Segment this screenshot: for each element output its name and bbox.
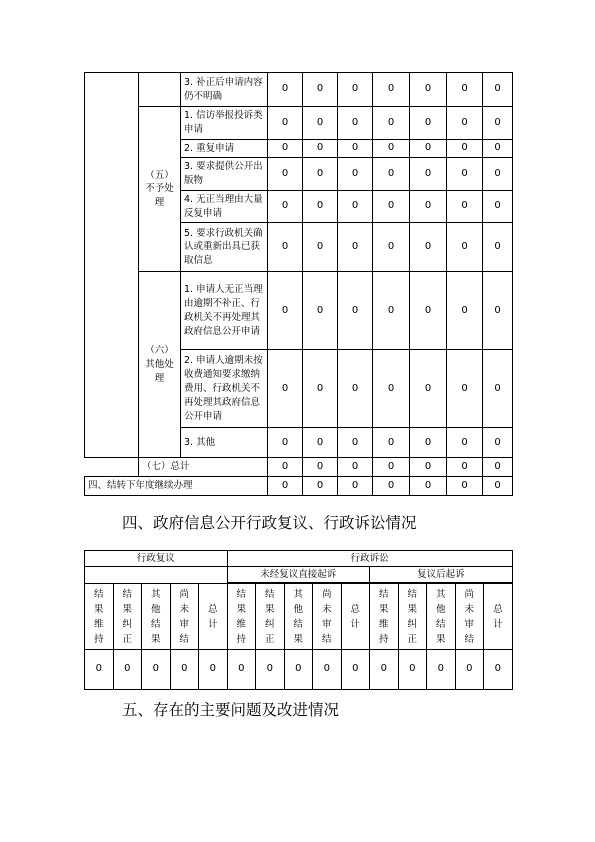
value-cell: 0 (447, 73, 483, 107)
value-cell: 0 (170, 650, 199, 690)
col-header: 总 计 (484, 584, 513, 650)
section-4-title: 四、政府信息公开行政复议、行政诉讼情况 (122, 514, 417, 532)
value-cell: 0 (284, 650, 313, 690)
value-cell: 0 (85, 650, 114, 690)
value-cell: 0 (410, 139, 447, 158)
table-row (85, 107, 513, 140)
value-cell: 0 (447, 272, 483, 350)
value-cell: 0 (370, 650, 399, 690)
value-cell: 0 (447, 350, 483, 428)
value-cell: 0 (447, 477, 483, 496)
blank-cell (85, 458, 139, 477)
row-item: 1. 信访举报投诉类申请 (181, 107, 268, 140)
value-cell: 0 (268, 477, 303, 496)
value-cell: 0 (373, 477, 410, 496)
value-cell: 0 (410, 107, 447, 140)
value-cell: 0 (227, 650, 256, 690)
value-cell: 0 (483, 350, 513, 428)
value-cell: 0 (373, 350, 410, 428)
col-header: 总 计 (199, 584, 228, 650)
value-cell: 0 (483, 73, 513, 107)
value-cell: 0 (303, 272, 338, 350)
direct-header: 未经复议直接起诉 (227, 567, 370, 583)
disposal-table (84, 72, 513, 496)
value-cell: 0 (256, 650, 285, 690)
row-item: 2. 重复申请 (181, 139, 268, 158)
group-5-label: （五）不予处理 (139, 107, 181, 272)
value-cell: 0 (268, 73, 303, 107)
value-cell: 0 (303, 458, 338, 477)
col-header: 尚 未 审 结 (170, 584, 199, 650)
value-cell: 0 (447, 107, 483, 140)
value-cell: 0 (483, 428, 513, 458)
total-label: （七）总计 (139, 458, 268, 477)
value-cell: 0 (410, 477, 447, 496)
col-header: 尚 未 审 结 (313, 584, 342, 650)
value-cell: 0 (268, 107, 303, 140)
row-item: 3. 要求提供公开出版物 (181, 158, 268, 191)
value-cell: 0 (447, 428, 483, 458)
value-cell: 0 (373, 428, 410, 458)
value-cell: 0 (142, 650, 171, 690)
row-item: 3. 补正后申请内容仍不明确 (181, 73, 268, 107)
value-cell: 0 (483, 158, 513, 191)
blank-cell (85, 567, 228, 584)
col-header: 结 果 维 持 (370, 584, 399, 650)
carry-row (85, 477, 513, 496)
row-item: 5. 要求行政机关确认或重新出具已获取信息 (181, 223, 268, 272)
value-cell: 0 (447, 458, 483, 477)
value-cell: 0 (338, 350, 373, 428)
value-cell: 0 (338, 223, 373, 272)
col-header: 其 他 结 果 (427, 584, 456, 650)
col-header: 其 他 结 果 (142, 584, 171, 650)
value-cell: 0 (410, 223, 447, 272)
litigation-header: 行政诉讼 (227, 551, 512, 567)
after-header: 复议后起诉 (370, 567, 513, 583)
value-cell: 0 (199, 650, 228, 690)
value-cell: 0 (410, 73, 447, 107)
value-cell: 0 (268, 272, 303, 350)
value-cell: 0 (484, 650, 513, 690)
value-cell: 0 (410, 272, 447, 350)
value-cell: 0 (341, 650, 370, 690)
value-cell: 0 (303, 73, 338, 107)
value-cell: 0 (338, 158, 373, 191)
value-cell: 0 (427, 650, 456, 690)
value-cell: 0 (373, 73, 410, 107)
value-cell: 0 (268, 223, 303, 272)
value-cell: 0 (447, 158, 483, 191)
value-cell: 0 (447, 223, 483, 272)
col-header: 其 他 结 果 (284, 584, 313, 650)
row-item: 2. 申请人逾期未按收费通知要求缴纳费用、行政机关不再处理其政府信息公开申请 (181, 350, 268, 428)
value-cell: 0 (410, 158, 447, 191)
col-header: 结 果 维 持 (227, 584, 256, 650)
col-header: 结 果 纠 正 (398, 584, 427, 650)
value-cell: 0 (338, 107, 373, 140)
group-6-label: （六）其他处理 (139, 272, 181, 458)
row-item: 4. 无正当理由大量反复申请 (181, 190, 268, 223)
value-cell: 0 (483, 223, 513, 272)
value-cell: 0 (483, 458, 513, 477)
value-cell: 0 (373, 458, 410, 477)
value-cell: 0 (410, 190, 447, 223)
col-header: 结 果 纠 正 (113, 584, 142, 650)
value-cell: 0 (338, 272, 373, 350)
value-cell: 0 (268, 158, 303, 191)
row-item: 1. 申请人无正当理由逾期不补正、行政机关不再处理其政府信息公开申请 (181, 272, 268, 350)
value-cell: 0 (268, 139, 303, 158)
value-cell: 0 (455, 650, 484, 690)
column-header-row (85, 584, 513, 650)
value-cell: 0 (113, 650, 142, 690)
blank-cell (139, 73, 181, 107)
value-cell: 0 (338, 190, 373, 223)
total-row (85, 458, 513, 477)
review-header: 行政复议 (85, 551, 228, 567)
value-cell: 0 (268, 458, 303, 477)
outer-blank-cell (85, 73, 139, 458)
value-cell: 0 (410, 458, 447, 477)
carry-label: 四、结转下年度继续办理 (85, 477, 268, 496)
value-cell: 0 (338, 428, 373, 458)
value-cell: 0 (410, 428, 447, 458)
table-row (85, 272, 513, 350)
col-header: 结 果 纠 正 (256, 584, 285, 650)
value-cell: 0 (447, 139, 483, 158)
value-cell: 0 (268, 350, 303, 428)
value-cell: 0 (447, 190, 483, 223)
values-row (85, 650, 513, 690)
value-cell: 0 (303, 223, 338, 272)
value-cell: 0 (338, 458, 373, 477)
value-cell: 0 (410, 350, 447, 428)
value-cell: 0 (303, 477, 338, 496)
value-cell: 0 (373, 272, 410, 350)
value-cell: 0 (303, 428, 338, 458)
value-cell: 0 (373, 223, 410, 272)
review-litigation-table (84, 550, 513, 690)
value-cell: 0 (303, 190, 338, 223)
value-cell: 0 (303, 158, 338, 191)
col-header: 结 果 维 持 (85, 584, 114, 650)
section-5-title: 五、存在的主要问题及改进情况 (122, 701, 340, 719)
value-cell: 0 (483, 107, 513, 140)
value-cell: 0 (398, 650, 427, 690)
value-cell: 0 (483, 139, 513, 158)
value-cell: 0 (373, 139, 410, 158)
value-cell: 0 (373, 107, 410, 140)
value-cell: 0 (338, 477, 373, 496)
value-cell: 0 (483, 190, 513, 223)
value-cell: 0 (338, 139, 373, 158)
row-item: 3. 其他 (181, 428, 268, 458)
value-cell: 0 (373, 158, 410, 191)
value-cell: 0 (373, 190, 410, 223)
col-header: 总 计 (341, 584, 370, 650)
value-cell: 0 (268, 190, 303, 223)
value-cell: 0 (313, 650, 342, 690)
value-cell: 0 (303, 139, 338, 158)
value-cell: 0 (338, 73, 373, 107)
value-cell: 0 (268, 428, 303, 458)
value-cell: 0 (303, 350, 338, 428)
table-row (85, 73, 513, 107)
col-header: 尚 未 审 结 (455, 584, 484, 650)
value-cell: 0 (303, 107, 338, 140)
value-cell: 0 (483, 272, 513, 350)
value-cell: 0 (483, 477, 513, 496)
